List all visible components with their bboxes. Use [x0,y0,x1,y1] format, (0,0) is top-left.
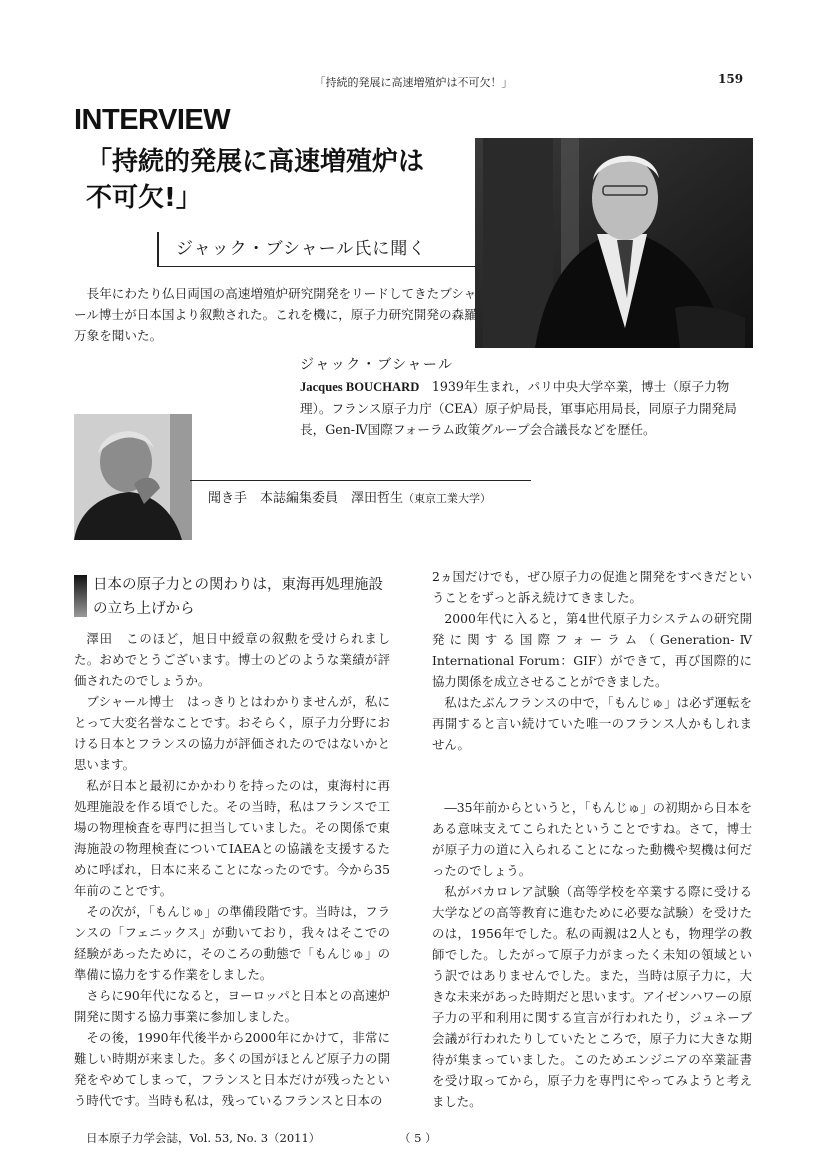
body-paragraph: 2ヵ国だけでも，ぜひ原子力の促進と開発をすべきだということをずっと訴え続けてきました。 [432,569,752,605]
body-paragraph: さらに90年代になると，ヨーロッパと日本との高速炉開発に関する協力事業に参加しました。 [74,988,390,1024]
body-paragraph: その次が，「もんじゅ」の準備段階です。当時は，フランスの「フェニックス」が動いており，我々はそこでの経験があったために，そのころの動態で「もんじゅ」の準備に協力をする作業をしました。 [74,904,390,982]
interviewer-credit [208,487,491,506]
section-heading-bar [74,575,87,617]
body-paragraph: 私がバカロレア試験（高等学校を卒業する際に受ける大学などの高等教育に進むために必要な試験）を受けたのは，1956年でした。私の両親は2人とも，物理学の教師でした。したがって原子力がまったく未知の領域という訳ではありませんでした。また，当時は原子力に，大きな未来があった時期だと思います。アイゼンハワーの原子力の平和利用に関する宣言が行われたり，ジュネーブ会議が行われたりしていたところで，原子力に大きな期待が集まっていました。このためエンジニアの卒業証書を受け取ってから，原子力を専門にやってみようと考えました。 [432,884,752,1109]
running-header-title: 「持続的発展に高速増殖炉は不可欠！」 [314,76,513,89]
body-column-left [74,628,390,1111]
section-kicker: INTERVIEW [74,104,231,136]
article-title [86,144,486,216]
body-paragraph: 私はたぶんフランスの中で，「もんじゅ」は必ず運転を再開すると言い続けていた唯一のフランス人かもしれません。 [432,695,752,752]
article-title-line-2: 不可欠!」 [86,183,202,213]
body-paragraph: ブシャール博士 はっきりとはわかりませんが，私にとって大変名誉なことです。おそらく，原子力分野における日本とフランスの協力が評価されたのではないかと思います。 [74,694,390,772]
interviewer-label: 聞き手 本誌編集委員 澤田哲生 [208,491,404,506]
paragraph-gap [432,776,752,797]
bio-name-katakana: ジャック・ブシャール [300,357,454,373]
portrait-photo-main [475,138,753,348]
interviewer-affiliation: （東京工業大学） [403,492,492,505]
interviewer-question: ―35年前からというと，「もんじゅ」の初期から日本をある意味支えてこられたということですね。さて，博士が原子力の道に入られることになった動機や契機は何だったのでしょう。 [432,800,752,878]
footer-journal: 日本原子力学会誌，Vol. 53, No. 3（2011） [86,1131,321,1145]
body-column-right [432,566,752,1112]
interviewer-photo [74,414,192,540]
footer-page: （ 5 ） [399,1131,437,1145]
section-heading: 日本の原子力との関わりは，東海再処理施設の立ち上げから [93,577,383,617]
body-paragraph: その後，1990年代後半から2000年にかけて，非常に難しい時期が来ました。多くの国がほとんど原子力の開発をやめてしまって，フランスと日本だけが残ったという時代です。当時も私は，残っているフランスと日本の [74,1030,390,1108]
article-title-line-1: 「持続的発展に高速増殖炉は [86,147,425,177]
bio-text: 1939年生まれ，パリ中央大学卒業，博士（原子力物理）。フランス原子力庁（CEA）原子炉局長，軍事応用局長，同原子力開発局長，Gen-Ⅳ国際フォーラム政策グループ会合議長などを歴任。 [300,379,737,437]
lead-paragraph [74,283,479,346]
body-paragraph: 澤田 このほど，旭日中綬章の叙勲を受けられました。おめでとうございます。博士のどのような業績が評価されたのでしょうか。 [74,631,390,688]
bio-block [300,376,755,440]
lead-text: 長年にわたり仏日両国の高速増殖炉研究開発をリードしてきたブシャール博士が日本国より叙勲された。これを機に，原子力研究開発の森羅万象を聞いた。 [74,286,477,343]
interviewer-rule [190,480,531,481]
article-subtitle: ジャック・ブシャール氏に聞く [176,239,427,259]
paragraph-gap [432,755,752,776]
bio-name-latin: Jacques BOUCHARD [300,380,420,394]
body-paragraph: 私が日本と最初にかかわりを持ったのは，東海村に再処理施設を作る頃でした。その当時，私はフランスで工場の物理検査を専門に担当していました。その関係で東海施設の物理検査についてIAEAとの協議を支援するために呼ばれ，日本に来ることになったのです。今から35年前のことです。 [74,778,390,898]
page-number: 159 [718,72,744,86]
body-paragraph: 2000年代に入ると，第4世代原子力システムの研究開発に関する国際フォーラム（Generation-Ⅳ International Forum：GIF）ができて，再び国際的に協力関係を成立させることができました。 [432,611,752,689]
